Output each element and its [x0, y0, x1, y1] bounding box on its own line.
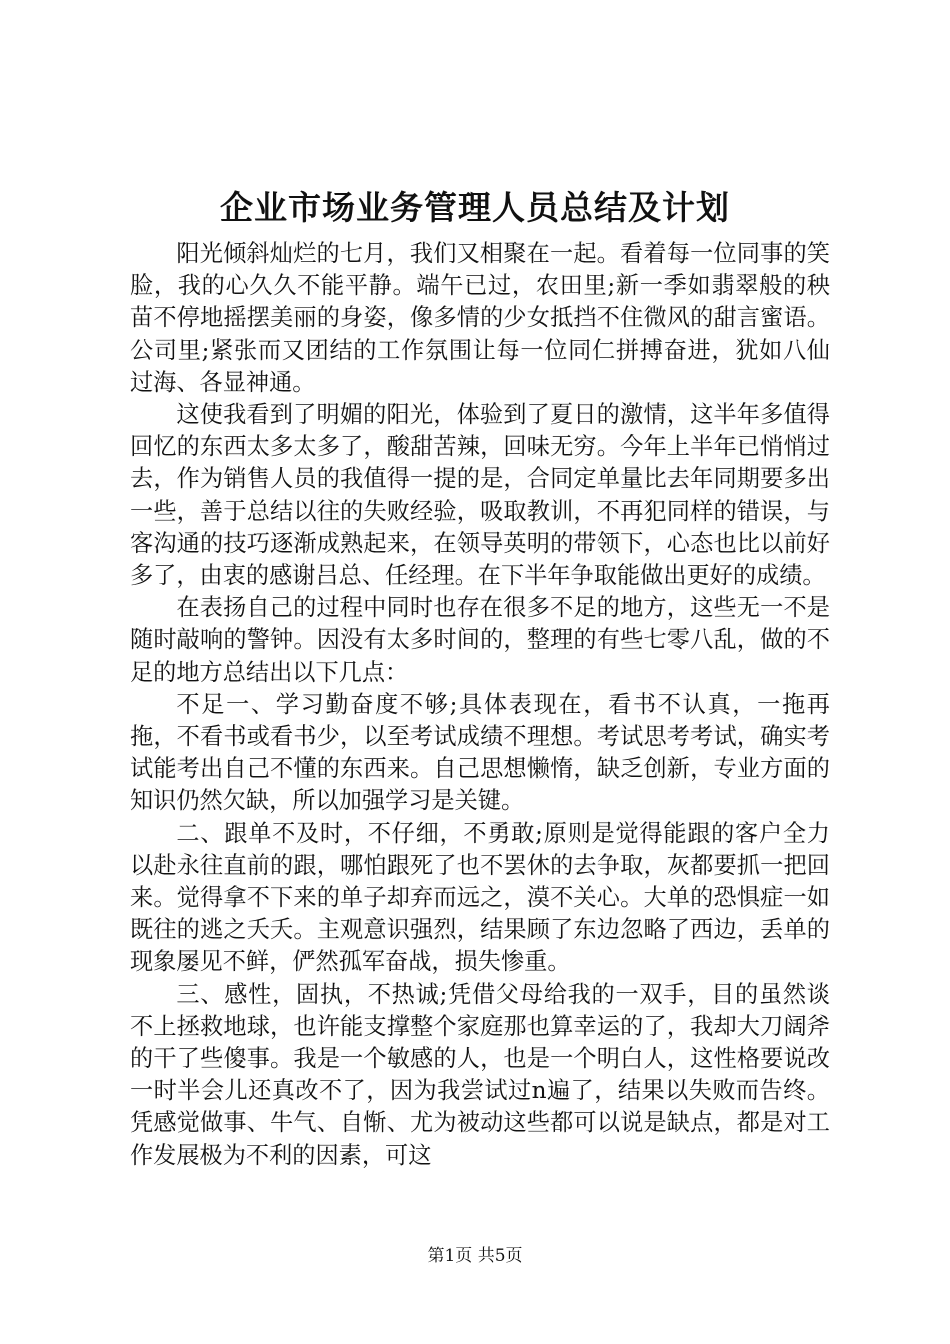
paragraph: 不足一、学习勤奋度不够;具体表现在，看书不认真，一拖再拖，不看书或看书少，以至考试成绩不理想。考试思考考试，确实考试能考出自己不懂的东西来。自己思想懒惰，缺乏创新，专业方面的知识仍然欠缺，所以加强学习是关键。 [130, 690, 830, 815]
paragraph: 阳光倾斜灿烂的七月，我们又相聚在一起。看着每一位同事的笑脸，我的心久久不能平静。端午已过，农田里;新一季如翡翠般的秧苗不停地摇摆美丽的身姿，像多情的少女抵挡不住微风的甜言蜜语。公司里;紧张而又团结的工作氛围让每一位同仁拼搏奋进，犹如八仙过海、各显神通。 [130, 240, 830, 396]
document-title: 企业市场业务管理人员总结及计划 [220, 188, 730, 227]
paragraph: 这使我看到了明媚的阳光，体验到了夏日的激情，这半年多值得回忆的东西太多太多了，酸甜苦辣，回味无穷。今年上半年已悄悄过去，作为销售人员的我值得一提的是，合同定单量比去年同期要多出一些，善于总结以往的失败经验，吸取教训，不再犯同样的错误，与客沟通的技巧逐渐成熟起来，在领导英明的带领下，心态也比以前好多了，由衷的感谢吕总、任经理。在下半年争取能做出更好的成绩。 [130, 401, 830, 590]
paragraph: 三、感性，固执，不热诚;凭借父母给我的一双手，目的虽然谈不上拯救地球，也许能支撑整个家庭那也算幸运的了，我却大刀阔斧的干了些傻事。我是一个敏感的人，也是一个明白人，这性格要说改一时半会儿还真改不了，因为我尝试过n遍了，结果以失败而告终。凭感觉做事、牛气、自惭、尤为被动这些都可以说是缺点，都是对工作发展极为不利的因素，可这 [130, 980, 830, 1169]
document-body [130, 238, 830, 1172]
paragraph: 在表扬自己的过程中同时也存在很多不足的地方，这些无一不是随时敲响的警钟。因没有太多时间的，整理的有些七零八乱，做的不足的地方总结出以下几点： [130, 594, 830, 686]
page-number-footer: 第1页 共5页 [427, 1246, 523, 1266]
paragraph: 二、跟单不及时，不仔细，不勇敢;原则是觉得能跟的客户全力以赴永往直前的跟，哪怕跟死了也不罢休的去争取，灰都要抓一把回来。觉得拿不下来的单子却弃而远之，漠不关心。大单的恐惧症一如既往的逃之夭夭。主观意识强烈，结果顾了东边忽略了西边，丢单的现象屡见不鲜，俨然孤军奋战，损失惨重。 [130, 819, 830, 976]
